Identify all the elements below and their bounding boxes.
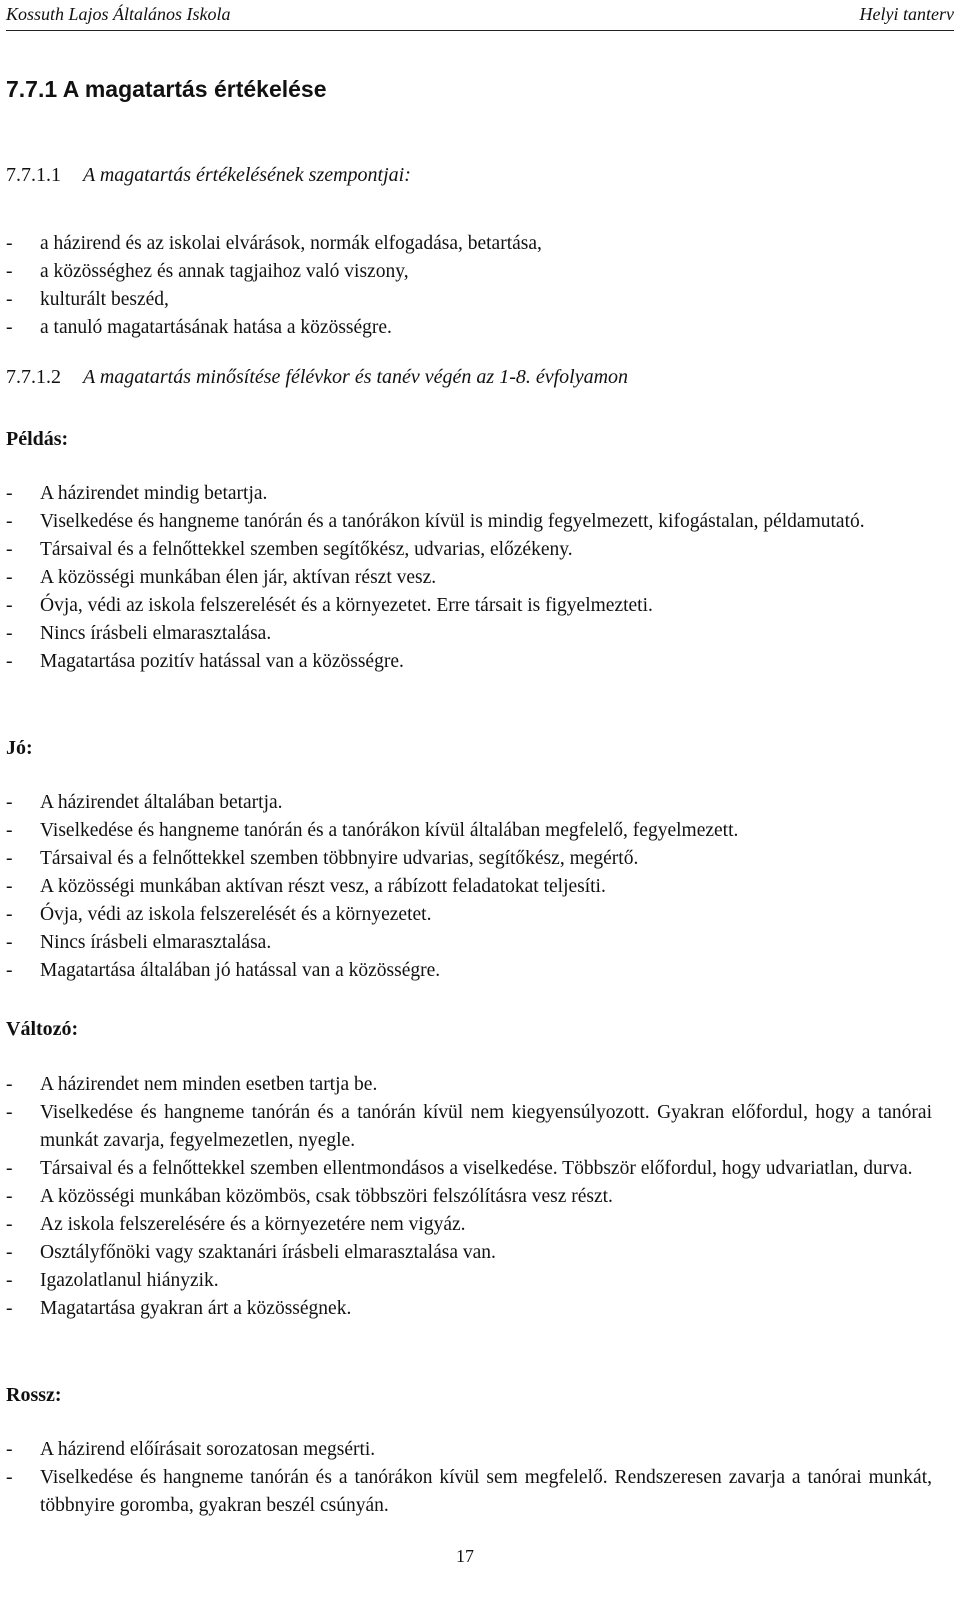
list-item: - Nincs írásbeli elmarasztalása. xyxy=(6,623,272,644)
list-item: - A közösségi munkában aktívan részt vesz, a rábízott feladatokat teljesíti. xyxy=(6,876,606,897)
list-item: - Viselkedése és hangneme tanórán és a tanórákon kívül sem megfelelő. Rendszeresen zavarja a tanórai munkát, többnyire goromba, gyakran beszél csúnyán. xyxy=(6,1467,932,1516)
list-item: - A házirendet nem minden esetben tartja be. xyxy=(6,1074,378,1095)
subsection-title-rating xyxy=(6,366,628,389)
category-label-rossz: Rossz: xyxy=(6,1384,62,1406)
criteria-list xyxy=(6,230,932,342)
list-item: - Társaival és a felnőttekkel szemben ellentmondásos a viselkedése. Többször előfordul, hogy udvariatlan, durva. xyxy=(6,1158,913,1179)
section-title: 7.7.1 A magatartás értékelése xyxy=(6,76,327,102)
category-label-valtozo: Változó: xyxy=(6,1018,79,1040)
subsection-text: A magatartás minősítése félévkor és tanév végén az 1-8. évfolyamon xyxy=(83,366,629,388)
category-label-pelda: Példás: xyxy=(6,428,69,450)
list-item: - A házirend előírásait sorozatosan megsérti. xyxy=(6,1439,376,1460)
list-item: - kulturált beszéd, xyxy=(6,289,169,310)
list-item: - Viselkedése és hangneme tanórán és a tanórákon kívül is mindig fegyelmezett, kifogástalan, példamutató. xyxy=(6,511,865,532)
subsection-text: A magatartás értékelésének szempontjai: xyxy=(83,164,411,186)
subsection-title-criteria xyxy=(6,164,411,187)
list-item: - Óvja, védi az iskola felszerelését és a környezetet. Erre társait is figyelmezteti. xyxy=(6,595,653,616)
list-item: - A házirendet mindig betartja. xyxy=(6,483,268,504)
list-item: - Igazolatlanul hiányzik. xyxy=(6,1270,219,1291)
subsection-number: 7.7.1.1 xyxy=(6,164,61,186)
subsection-number: 7.7.1.2 xyxy=(6,366,61,388)
list-item: - Társaival és a felnőttekkel szemben többnyire udvarias, segítőkész, megértő. xyxy=(6,848,639,869)
list-item: - Magatartása pozitív hatással van a közösségre. xyxy=(6,651,404,672)
list-item: - Óvja, védi az iskola felszerelését és a környezetet. xyxy=(6,904,432,925)
list-item: - Az iskola felszerelésére és a környezetére nem vigyáz. xyxy=(6,1214,466,1235)
list-item: - a házirend és az iskolai elvárások, normák elfogadása, betartása, xyxy=(6,233,542,254)
list-item: - A közösségi munkában élen jár, aktívan részt vesz. xyxy=(6,567,437,588)
valtozo-list xyxy=(6,1071,932,1323)
rossz-list xyxy=(6,1436,932,1520)
list-item: - Osztályfőnöki vagy szaktanári írásbeli elmarasztalása van. xyxy=(6,1242,496,1263)
list-item: - Társaival és a felnőttekkel szemben segítőkész, udvarias, előzékeny. xyxy=(6,539,573,560)
list-item: - a közösséghez és annak tagjaihoz való viszony, xyxy=(6,261,409,282)
header-school: Kossuth Lajos Általános Iskola xyxy=(6,4,231,24)
header-doc-title: Helyi tanterv xyxy=(859,4,954,24)
jo-list xyxy=(6,789,932,985)
list-item: - Nincs írásbeli elmarasztalása. xyxy=(6,932,272,953)
list-item: - Viselkedése és hangneme tanórán és a tanórákon kívül általában megfelelő, fegyelmezett. xyxy=(6,820,739,841)
list-item: - A közösségi munkában közömbös, csak többszöri felszólításra vesz részt. xyxy=(6,1186,613,1207)
category-label-jo: Jó: xyxy=(6,737,33,759)
list-item: - Magatartása gyakran árt a közösségnek. xyxy=(6,1298,352,1319)
list-item: - A házirendet általában betartja. xyxy=(6,792,283,813)
list-item: - a tanuló magatartásának hatása a közösségre. xyxy=(6,317,392,338)
page-number: 17 xyxy=(456,1546,474,1566)
list-item: - Magatartása általában jó hatással van a közösségre. xyxy=(6,960,441,981)
pelda-list xyxy=(6,480,932,676)
list-item: - Viselkedése és hangneme tanórán és a tanórán kívül nem kiegyensúlyozott. Gyakran előfordul, hogy a tanórai munkát zavarja, fegyelmezetlen, nyegle. xyxy=(6,1102,932,1151)
page-header xyxy=(6,2,954,31)
